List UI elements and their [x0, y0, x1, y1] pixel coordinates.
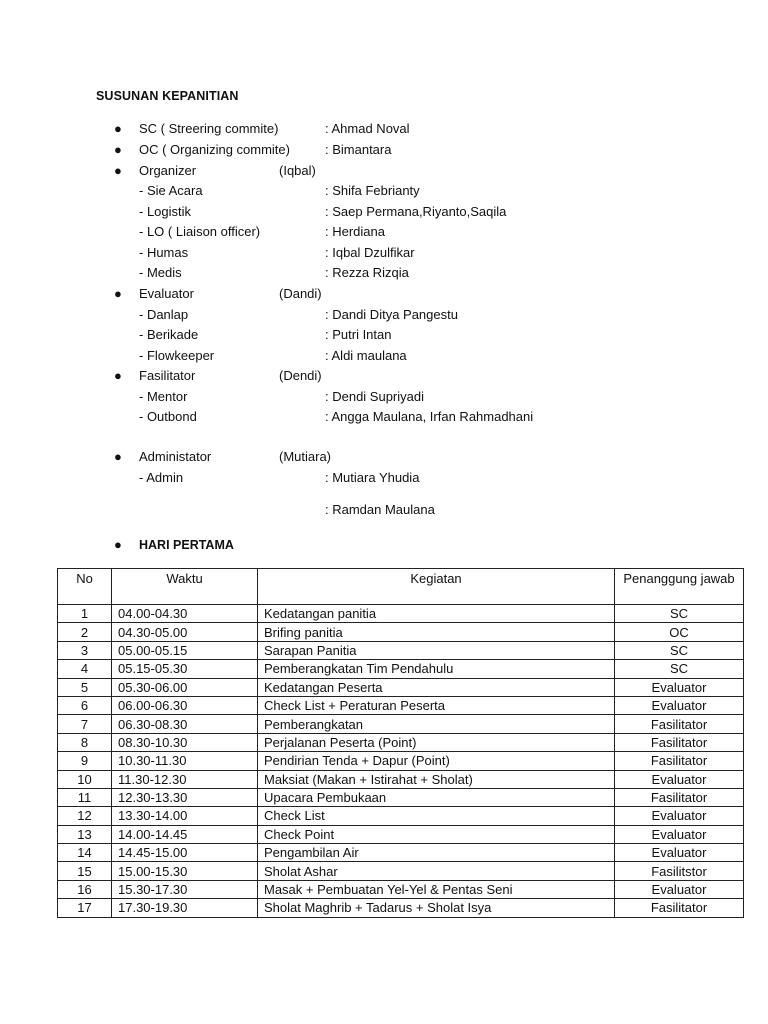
- bullet-icon: ●: [114, 537, 122, 552]
- cell-no: 7: [58, 715, 112, 733]
- cell-penanggung-jawab: Evaluator: [615, 696, 744, 714]
- committee-role: - Danlap: [139, 307, 189, 322]
- table-row: [58, 752, 744, 770]
- cell-waktu: 04.30-05.00: [112, 623, 258, 641]
- cell-penanggung-jawab: Evaluator: [615, 844, 744, 862]
- cell-penanggung-jawab: Fasilitator: [615, 788, 744, 806]
- cell-kegiatan: Check List + Peraturan Peserta: [258, 696, 615, 714]
- cell-penanggung-jawab: Fasilitator: [615, 733, 744, 751]
- committee-role: - Outbond: [139, 409, 197, 424]
- cell-no: 14: [58, 844, 112, 862]
- committee-role: - Berikade: [139, 327, 199, 342]
- cell-no: 10: [58, 770, 112, 788]
- header-no: No: [58, 569, 112, 605]
- committee-role: - Sie Acara: [139, 183, 203, 198]
- cell-penanggung-jawab: Evaluator: [615, 678, 744, 696]
- cell-no: 3: [58, 641, 112, 659]
- committee-role: - Flowkeeper: [139, 348, 215, 363]
- bullet-icon: ●: [114, 449, 122, 464]
- cell-penanggung-jawab: Evaluator: [615, 825, 744, 843]
- table-row: [58, 678, 744, 696]
- cell-waktu: 06.30-08.30: [112, 715, 258, 733]
- cell-no: 13: [58, 825, 112, 843]
- cell-kegiatan: Check Point: [258, 825, 615, 843]
- cell-waktu: 15.30-17.30: [112, 880, 258, 898]
- committee-member: : Dandi Ditya Pangestu: [325, 307, 458, 322]
- cell-kegiatan: Sarapan Panitia: [258, 641, 615, 659]
- cell-kegiatan: Sholat Maghrib + Tadarus + Sholat Isya: [258, 899, 615, 917]
- cell-waktu: 06.00-06.30: [112, 696, 258, 714]
- committee-member: : Angga Maulana, Irfan Rahmadhani: [325, 409, 534, 424]
- table-row: [58, 623, 744, 641]
- committee-member: : Shifa Febrianty: [325, 183, 420, 198]
- cell-no: 6: [58, 696, 112, 714]
- committee-member: : Mutiara Yhudia: [325, 470, 420, 485]
- cell-no: 15: [58, 862, 112, 880]
- cell-kegiatan: Upacara Pembukaan: [258, 788, 615, 806]
- cell-penanggung-jawab: Evaluator: [615, 880, 744, 898]
- header-penanggung-jawab: Penanggung jawab: [615, 569, 744, 605]
- committee-role: - Admin: [139, 470, 184, 485]
- schedule-table: [57, 568, 744, 918]
- committee-member: : Aldi maulana: [325, 348, 407, 363]
- table-row: [58, 696, 744, 714]
- committee-group-lead: (Iqbal): [279, 163, 316, 178]
- cell-waktu: 14.00-14.45: [112, 825, 258, 843]
- cell-no: 9: [58, 752, 112, 770]
- cell-penanggung-jawab: Fasilitator: [615, 715, 744, 733]
- cell-no: 11: [58, 788, 112, 806]
- cell-kegiatan: Maksiat (Makan + Istirahat + Sholat): [258, 770, 615, 788]
- table-row: [58, 641, 744, 659]
- committee-member: : Ahmad Noval: [325, 121, 410, 136]
- table-row: [58, 715, 744, 733]
- cell-waktu: 05.00-05.15: [112, 641, 258, 659]
- table-row: [58, 880, 744, 898]
- cell-kegiatan: Perjalanan Peserta (Point): [258, 733, 615, 751]
- cell-penanggung-jawab: SC: [615, 605, 744, 623]
- table-row: [58, 862, 744, 880]
- bullet-icon: ●: [114, 163, 122, 178]
- cell-no: 5: [58, 678, 112, 696]
- cell-waktu: 04.00-04.30: [112, 605, 258, 623]
- table-row: [58, 660, 744, 678]
- cell-no: 17: [58, 899, 112, 917]
- committee-role: - LO ( Liaison officer): [139, 224, 261, 239]
- cell-kegiatan: Check List: [258, 807, 615, 825]
- committee-member: : Saep Permana,Riyanto,Saqila: [325, 204, 507, 219]
- table-row: [58, 844, 744, 862]
- committee-role: - Medis: [139, 265, 182, 280]
- cell-penanggung-jawab: SC: [615, 660, 744, 678]
- header-kegiatan: Kegiatan: [258, 569, 615, 605]
- page-title: SUSUNAN KEPANITIAN: [96, 89, 239, 103]
- bullet-icon: ●: [114, 142, 122, 157]
- table-row: [58, 788, 744, 806]
- committee-role: OC ( Organizing commite): [139, 142, 290, 157]
- cell-waktu: 10.30-11.30: [112, 752, 258, 770]
- cell-kegiatan: Kedatangan Peserta: [258, 678, 615, 696]
- cell-waktu: 12.30-13.30: [112, 788, 258, 806]
- table-row: [58, 899, 744, 917]
- committee-group-lead: (Dendi): [279, 368, 322, 383]
- cell-penanggung-jawab: Fasilitator: [615, 899, 744, 917]
- committee-role: - Mentor: [139, 389, 188, 404]
- bullet-icon: ●: [114, 286, 122, 301]
- table-row: [58, 807, 744, 825]
- cell-penanggung-jawab: Evaluator: [615, 807, 744, 825]
- committee-member: : Bimantara: [325, 142, 392, 157]
- cell-waktu: 14.45-15.00: [112, 844, 258, 862]
- cell-waktu: 15.00-15.30: [112, 862, 258, 880]
- cell-no: 1: [58, 605, 112, 623]
- table-header-row: [58, 569, 744, 605]
- cell-waktu: 13.30-14.00: [112, 807, 258, 825]
- table-row: [58, 605, 744, 623]
- bullet-icon: ●: [114, 368, 122, 383]
- table-row: [58, 733, 744, 751]
- cell-kegiatan: Pendirian Tenda + Dapur (Point): [258, 752, 615, 770]
- cell-penanggung-jawab: Fasilitstor: [615, 862, 744, 880]
- cell-no: 4: [58, 660, 112, 678]
- committee-group-lead: (Dandi): [279, 286, 322, 301]
- cell-waktu: 08.30-10.30: [112, 733, 258, 751]
- section-heading: HARI PERTAMA: [139, 538, 234, 552]
- cell-penanggung-jawab: OC: [615, 623, 744, 641]
- committee-member: : Rezza Rizqia: [325, 265, 409, 280]
- committee-role: Administator: [139, 449, 212, 464]
- cell-kegiatan: Masak + Pembuatan Yel-Yel & Pentas Seni: [258, 880, 615, 898]
- bullet-icon: ●: [114, 121, 122, 136]
- cell-penanggung-jawab: SC: [615, 641, 744, 659]
- committee-role: - Logistik: [139, 204, 192, 219]
- cell-penanggung-jawab: Evaluator: [615, 770, 744, 788]
- schedule-body: [58, 605, 744, 918]
- cell-waktu: 17.30-19.30: [112, 899, 258, 917]
- cell-kegiatan: Pemberangkatan Tim Pendahulu: [258, 660, 615, 678]
- table-row: [58, 825, 744, 843]
- committee-group-lead: (Mutiara): [279, 449, 332, 464]
- cell-no: 16: [58, 880, 112, 898]
- cell-no: 2: [58, 623, 112, 641]
- header-waktu: Waktu: [112, 569, 258, 605]
- cell-kegiatan: Pengambilan Air: [258, 844, 615, 862]
- committee-role: Fasilitator: [139, 368, 196, 383]
- cell-no: 8: [58, 733, 112, 751]
- cell-waktu: 11.30-12.30: [112, 770, 258, 788]
- cell-waktu: 05.15-05.30: [112, 660, 258, 678]
- committee-role: Organizer: [139, 163, 197, 178]
- cell-kegiatan: Pemberangkatan: [258, 715, 615, 733]
- committee-role: - Humas: [139, 245, 189, 260]
- committee-role: Evaluator: [139, 286, 194, 301]
- cell-kegiatan: Brifing panitia: [258, 623, 615, 641]
- cell-waktu: 05.30-06.00: [112, 678, 258, 696]
- cell-kegiatan: Kedatangan panitia: [258, 605, 615, 623]
- committee-member: : Iqbal Dzulfikar: [325, 245, 415, 260]
- committee-member: : Dendi Supriyadi: [325, 389, 424, 404]
- cell-kegiatan: Sholat Ashar: [258, 862, 615, 880]
- committee-member: : Putri Intan: [325, 327, 392, 342]
- cell-no: 12: [58, 807, 112, 825]
- committee-member: : Ramdan Maulana: [325, 502, 435, 517]
- committee-role: SC ( Streering commite): [139, 121, 279, 136]
- committee-member: : Herdiana: [325, 224, 385, 239]
- cell-penanggung-jawab: Fasilitator: [615, 752, 744, 770]
- table-row: [58, 770, 744, 788]
